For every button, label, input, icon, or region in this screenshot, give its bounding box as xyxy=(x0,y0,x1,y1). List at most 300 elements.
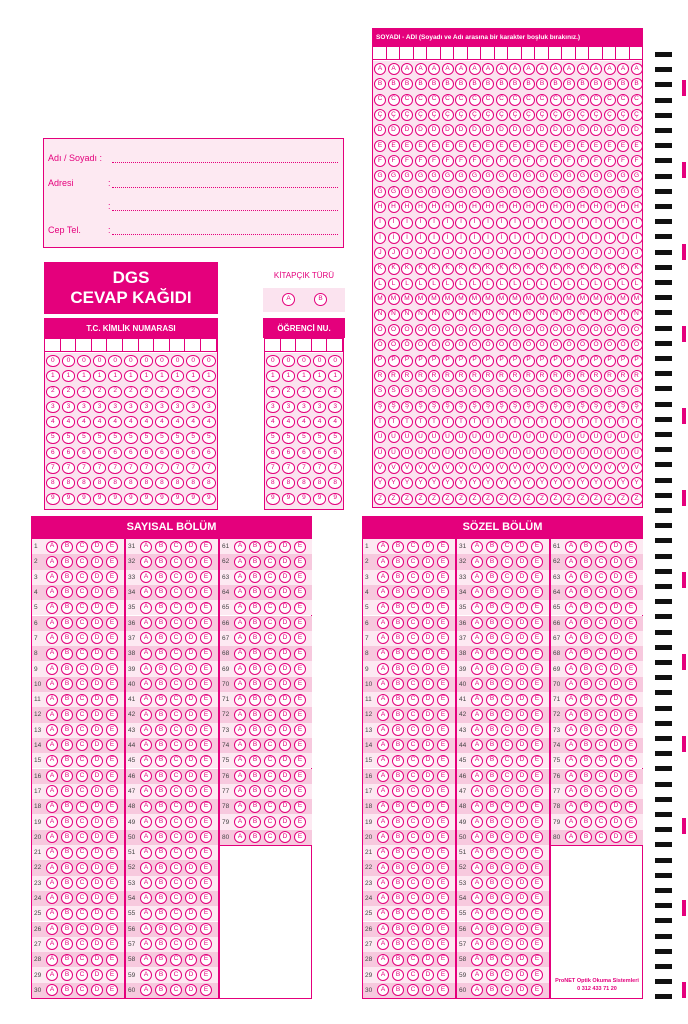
sayisal-option-A[interactable]: A xyxy=(140,617,152,629)
sozel-option-A[interactable]: A xyxy=(471,694,483,706)
sayisal-option-E[interactable]: E xyxy=(294,648,306,660)
name-bubble[interactable]: R xyxy=(509,370,521,382)
sayisal-option-B[interactable]: B xyxy=(249,602,261,614)
sayisal-option-A[interactable]: A xyxy=(140,816,152,828)
sayisal-option-C[interactable]: C xyxy=(76,954,88,966)
sayisal-option-C[interactable]: C xyxy=(264,541,276,553)
sayisal-option-D[interactable]: D xyxy=(185,831,197,843)
sozel-option-B[interactable]: B xyxy=(486,892,498,904)
name-bubble[interactable]: Y xyxy=(455,477,467,489)
student-bubble[interactable]: 5 xyxy=(313,432,327,444)
name-bubble[interactable]: B xyxy=(469,78,481,90)
name-bubble[interactable]: N xyxy=(590,309,602,321)
name-bubble[interactable]: S xyxy=(388,385,400,397)
sayisal-option-D[interactable]: D xyxy=(279,724,291,736)
sozel-option-A[interactable]: A xyxy=(471,923,483,935)
sayisal-option-C[interactable]: C xyxy=(170,831,182,843)
sozel-option-E[interactable]: E xyxy=(531,556,543,568)
sozel-option-D[interactable]: D xyxy=(516,984,528,996)
sayisal-option-E[interactable]: E xyxy=(106,877,118,889)
sozel-option-C[interactable]: C xyxy=(501,632,513,644)
sayisal-option-B[interactable]: B xyxy=(249,586,261,598)
sayisal-option-A[interactable]: A xyxy=(234,586,246,598)
name-bubble[interactable]: C xyxy=(428,94,440,106)
sozel-option-E[interactable]: E xyxy=(437,678,449,690)
sozel-option-E[interactable]: E xyxy=(531,831,543,843)
sayisal-option-D[interactable]: D xyxy=(279,632,291,644)
name-bubble[interactable]: A xyxy=(563,63,575,75)
name-bubble[interactable]: Z xyxy=(415,493,427,505)
student-bubble[interactable]: 4 xyxy=(297,416,311,428)
sozel-option-C[interactable]: C xyxy=(595,571,607,583)
sayisal-option-D[interactable]: D xyxy=(185,617,197,629)
name-bubble[interactable]: V xyxy=(415,462,427,474)
name-bubble[interactable]: Ç xyxy=(604,109,616,121)
name-bubble[interactable]: F xyxy=(401,155,413,167)
sozel-option-A[interactable]: A xyxy=(377,571,389,583)
sozel-option-A[interactable]: A xyxy=(471,862,483,874)
name-bubble[interactable]: H xyxy=(428,201,440,213)
sayisal-option-C[interactable]: C xyxy=(76,877,88,889)
sayisal-option-B[interactable]: B xyxy=(249,678,261,690)
tc-bubble[interactable]: 3 xyxy=(186,401,200,413)
name-bubble[interactable]: K xyxy=(617,263,629,275)
sayisal-option-B[interactable]: B xyxy=(61,770,73,782)
name-bubble[interactable]: Ğ xyxy=(496,186,508,198)
sozel-option-B[interactable]: B xyxy=(486,632,498,644)
name-bubble[interactable]: M xyxy=(469,293,481,305)
sayisal-option-B[interactable]: B xyxy=(155,938,167,950)
sayisal-option-E[interactable]: E xyxy=(294,739,306,751)
student-write-cell[interactable] xyxy=(265,339,281,352)
sozel-option-C[interactable]: C xyxy=(501,556,513,568)
name-bubble[interactable]: V xyxy=(536,462,548,474)
sozel-option-C[interactable]: C xyxy=(501,617,513,629)
name-bubble[interactable]: Ü xyxy=(469,447,481,459)
name-bubble[interactable]: S xyxy=(550,385,562,397)
name-bubble[interactable]: İ xyxy=(428,232,440,244)
sozel-option-A[interactable]: A xyxy=(377,984,389,996)
sayisal-option-A[interactable]: A xyxy=(46,892,58,904)
name-bubble[interactable]: T xyxy=(523,416,535,428)
sozel-option-B[interactable]: B xyxy=(392,785,404,797)
name-bubble[interactable]: D xyxy=(469,124,481,136)
sayisal-option-C[interactable]: C xyxy=(264,816,276,828)
sozel-option-C[interactable]: C xyxy=(595,632,607,644)
sayisal-option-C[interactable]: C xyxy=(76,541,88,553)
sayisal-option-A[interactable]: A xyxy=(234,724,246,736)
sayisal-option-E[interactable]: E xyxy=(106,984,118,996)
sozel-option-B[interactable]: B xyxy=(580,770,592,782)
sayisal-option-E[interactable]: E xyxy=(200,785,212,797)
name-bubble[interactable]: R xyxy=(590,370,602,382)
sozel-option-E[interactable]: E xyxy=(531,862,543,874)
tc-bubble[interactable]: 7 xyxy=(77,462,91,474)
name-bubble[interactable]: T xyxy=(388,416,400,428)
sayisal-option-A[interactable]: A xyxy=(46,801,58,813)
sayisal-option-A[interactable]: A xyxy=(234,739,246,751)
name-bubble[interactable]: C xyxy=(550,94,562,106)
name-bubble[interactable]: D xyxy=(577,124,589,136)
name-bubble[interactable]: K xyxy=(455,263,467,275)
name-bubble[interactable]: L xyxy=(388,278,400,290)
tc-bubble[interactable]: 9 xyxy=(93,493,107,505)
sayisal-option-A[interactable]: A xyxy=(46,816,58,828)
sozel-option-E[interactable]: E xyxy=(531,648,543,660)
name-bubble[interactable]: Y xyxy=(509,477,521,489)
name-bubble[interactable]: Ü xyxy=(523,447,535,459)
tc-bubble[interactable]: 4 xyxy=(171,416,185,428)
name-bubble[interactable]: C xyxy=(496,94,508,106)
sayisal-option-B[interactable]: B xyxy=(155,694,167,706)
name-bubble[interactable]: M xyxy=(455,293,467,305)
student-bubble[interactable]: 7 xyxy=(328,462,342,474)
sozel-option-D[interactable]: D xyxy=(610,571,622,583)
name-bubble[interactable]: O xyxy=(563,324,575,336)
name-bubble[interactable]: I xyxy=(523,217,535,229)
name-bubble[interactable]: F xyxy=(442,155,454,167)
sayisal-option-C[interactable]: C xyxy=(170,556,182,568)
sayisal-option-E[interactable]: E xyxy=(200,816,212,828)
sayisal-option-A[interactable]: A xyxy=(46,984,58,996)
name-bubble[interactable]: R xyxy=(550,370,562,382)
sayisal-option-C[interactable]: C xyxy=(76,709,88,721)
sozel-option-E[interactable]: E xyxy=(531,617,543,629)
sayisal-option-A[interactable]: A xyxy=(234,663,246,675)
sozel-option-B[interactable]: B xyxy=(392,617,404,629)
sayisal-option-D[interactable]: D xyxy=(91,770,103,782)
name-bubble[interactable]: H xyxy=(496,201,508,213)
sozel-option-B[interactable]: B xyxy=(392,739,404,751)
sozel-option-E[interactable]: E xyxy=(437,571,449,583)
sozel-option-A[interactable]: A xyxy=(471,984,483,996)
sozel-option-B[interactable]: B xyxy=(486,770,498,782)
sozel-option-D[interactable]: D xyxy=(422,847,434,859)
name-bubble[interactable]: Ş xyxy=(577,401,589,413)
name-bubble[interactable]: A xyxy=(604,63,616,75)
name-bubble[interactable]: B xyxy=(401,78,413,90)
name-bubble[interactable]: F xyxy=(482,155,494,167)
name-bubble[interactable]: A xyxy=(469,63,481,75)
tc-bubble[interactable]: 6 xyxy=(186,447,200,459)
sayisal-option-B[interactable]: B xyxy=(155,892,167,904)
sozel-option-D[interactable]: D xyxy=(610,785,622,797)
sayisal-option-C[interactable]: C xyxy=(264,617,276,629)
sayisal-option-C[interactable]: C xyxy=(170,663,182,675)
sozel-option-C[interactable]: C xyxy=(501,694,513,706)
sozel-option-E[interactable]: E xyxy=(437,663,449,675)
sozel-option-E[interactable]: E xyxy=(437,908,449,920)
sayisal-option-A[interactable]: A xyxy=(140,847,152,859)
name-bubble[interactable]: O xyxy=(523,324,535,336)
name-bubble[interactable]: Z xyxy=(563,493,575,505)
sayisal-option-D[interactable]: D xyxy=(279,770,291,782)
sayisal-option-C[interactable]: C xyxy=(264,556,276,568)
tc-bubble[interactable]: 8 xyxy=(124,477,138,489)
name-bubble[interactable]: Z xyxy=(617,493,629,505)
student-bubble[interactable]: 6 xyxy=(282,447,296,459)
sayisal-option-C[interactable]: C xyxy=(76,770,88,782)
name-bubble[interactable]: J xyxy=(442,247,454,259)
sozel-option-A[interactable]: A xyxy=(471,969,483,981)
sozel-option-A[interactable]: A xyxy=(471,709,483,721)
sayisal-option-B[interactable]: B xyxy=(155,755,167,767)
name-bubble[interactable]: V xyxy=(428,462,440,474)
name-bubble[interactable]: G xyxy=(523,170,535,182)
sozel-option-E[interactable]: E xyxy=(531,892,543,904)
sayisal-option-E[interactable]: E xyxy=(294,556,306,568)
sozel-option-A[interactable]: A xyxy=(377,908,389,920)
sozel-option-E[interactable]: E xyxy=(531,984,543,996)
sozel-option-E[interactable]: E xyxy=(437,969,449,981)
name-bubble[interactable]: P xyxy=(631,355,643,367)
sozel-option-A[interactable]: A xyxy=(377,770,389,782)
sozel-option-B[interactable]: B xyxy=(580,724,592,736)
name-bubble[interactable]: Ç xyxy=(617,109,629,121)
name-bubble[interactable]: Y xyxy=(496,477,508,489)
name-bubble[interactable]: Ş xyxy=(455,401,467,413)
name-bubble[interactable]: T xyxy=(631,416,643,428)
sozel-option-B[interactable]: B xyxy=(392,862,404,874)
name-write-cell[interactable] xyxy=(508,47,522,60)
student-bubble[interactable]: 8 xyxy=(297,477,311,489)
name-bubble[interactable]: T xyxy=(509,416,521,428)
name-bubble[interactable]: V xyxy=(617,462,629,474)
sozel-option-D[interactable]: D xyxy=(516,847,528,859)
sayisal-option-C[interactable]: C xyxy=(264,602,276,614)
student-bubble[interactable]: 3 xyxy=(266,401,280,413)
name-bubble[interactable]: G xyxy=(482,170,494,182)
tc-bubble[interactable]: 5 xyxy=(62,432,76,444)
sayisal-option-C[interactable]: C xyxy=(76,984,88,996)
sozel-option-C[interactable]: C xyxy=(501,938,513,950)
name-bubble[interactable]: V xyxy=(631,462,643,474)
name-bubble[interactable]: P xyxy=(401,355,413,367)
name-bubble[interactable]: N xyxy=(374,309,386,321)
tc-bubble[interactable]: 1 xyxy=(77,370,91,382)
sayisal-option-D[interactable]: D xyxy=(91,862,103,874)
name-bubble[interactable]: B xyxy=(617,78,629,90)
tc-bubble[interactable]: 7 xyxy=(140,462,154,474)
sozel-option-C[interactable]: C xyxy=(407,770,419,782)
sayisal-option-C[interactable]: C xyxy=(170,892,182,904)
sozel-option-A[interactable]: A xyxy=(377,632,389,644)
name-bubble[interactable]: S xyxy=(496,385,508,397)
name-bubble[interactable]: G xyxy=(550,170,562,182)
student-bubble[interactable]: 2 xyxy=(313,386,327,398)
tc-bubble[interactable]: 3 xyxy=(124,401,138,413)
name-bubble[interactable]: K xyxy=(415,263,427,275)
sozel-option-E[interactable]: E xyxy=(437,984,449,996)
tc-bubble[interactable]: 7 xyxy=(186,462,200,474)
name-bubble[interactable]: B xyxy=(482,78,494,90)
name-write-cell[interactable] xyxy=(454,47,468,60)
sayisal-option-D[interactable]: D xyxy=(279,739,291,751)
name-bubble[interactable]: Y xyxy=(536,477,548,489)
name-line[interactable] xyxy=(112,162,338,163)
sayisal-option-E[interactable]: E xyxy=(294,571,306,583)
tc-write-cell[interactable] xyxy=(154,339,170,352)
sayisal-option-D[interactable]: D xyxy=(185,908,197,920)
sozel-option-B[interactable]: B xyxy=(486,694,498,706)
sozel-option-D[interactable]: D xyxy=(610,816,622,828)
name-bubble[interactable]: M xyxy=(604,293,616,305)
name-bubble[interactable]: Ö xyxy=(482,339,494,351)
sozel-option-C[interactable]: C xyxy=(501,908,513,920)
student-bubble[interactable]: 9 xyxy=(328,493,342,505)
name-bubble[interactable]: V xyxy=(550,462,562,474)
sayisal-option-C[interactable]: C xyxy=(76,862,88,874)
sozel-option-E[interactable]: E xyxy=(531,678,543,690)
name-bubble[interactable]: G xyxy=(590,170,602,182)
name-bubble[interactable]: D xyxy=(455,124,467,136)
name-bubble[interactable]: L xyxy=(469,278,481,290)
sozel-option-C[interactable]: C xyxy=(501,586,513,598)
name-bubble[interactable]: Ö xyxy=(631,339,643,351)
name-bubble[interactable]: Ş xyxy=(401,401,413,413)
student-bubble[interactable]: 9 xyxy=(282,493,296,505)
name-bubble[interactable]: K xyxy=(374,263,386,275)
name-bubble[interactable]: F xyxy=(428,155,440,167)
name-bubble[interactable]: Ç xyxy=(442,109,454,121)
sozel-option-A[interactable]: A xyxy=(377,831,389,843)
sozel-option-C[interactable]: C xyxy=(501,801,513,813)
sozel-option-E[interactable]: E xyxy=(531,602,543,614)
sayisal-option-A[interactable]: A xyxy=(140,724,152,736)
sayisal-option-E[interactable]: E xyxy=(294,617,306,629)
sayisal-option-C[interactable]: C xyxy=(170,816,182,828)
name-bubble[interactable]: Ö xyxy=(401,339,413,351)
sayisal-option-A[interactable]: A xyxy=(46,954,58,966)
name-bubble[interactable]: F xyxy=(374,155,386,167)
sayisal-option-E[interactable]: E xyxy=(106,923,118,935)
name-bubble[interactable]: J xyxy=(415,247,427,259)
sayisal-option-B[interactable]: B xyxy=(155,586,167,598)
sozel-option-B[interactable]: B xyxy=(580,831,592,843)
sayisal-option-D[interactable]: D xyxy=(91,847,103,859)
sozel-option-A[interactable]: A xyxy=(471,571,483,583)
sozel-option-C[interactable]: C xyxy=(595,617,607,629)
tc-bubble[interactable]: 3 xyxy=(77,401,91,413)
sayisal-option-B[interactable]: B xyxy=(61,663,73,675)
sozel-option-E[interactable]: E xyxy=(625,678,637,690)
name-bubble[interactable]: U xyxy=(631,431,643,443)
name-write-cell[interactable] xyxy=(549,47,563,60)
sozel-option-A[interactable]: A xyxy=(471,617,483,629)
sozel-option-C[interactable]: C xyxy=(407,709,419,721)
sayisal-option-D[interactable]: D xyxy=(185,801,197,813)
sozel-option-A[interactable]: A xyxy=(471,816,483,828)
name-bubble[interactable]: I xyxy=(496,217,508,229)
student-bubble[interactable]: 8 xyxy=(313,477,327,489)
name-bubble[interactable]: C xyxy=(604,94,616,106)
name-bubble[interactable]: I xyxy=(442,217,454,229)
sozel-option-B[interactable]: B xyxy=(486,709,498,721)
name-bubble[interactable]: İ xyxy=(415,232,427,244)
name-bubble[interactable]: U xyxy=(563,431,575,443)
tc-bubble[interactable]: 8 xyxy=(93,477,107,489)
name-bubble[interactable]: H xyxy=(469,201,481,213)
name-bubble[interactable]: Y xyxy=(388,477,400,489)
name-bubble[interactable]: Ç xyxy=(415,109,427,121)
tc-bubble[interactable]: 4 xyxy=(46,416,60,428)
sayisal-option-E[interactable]: E xyxy=(200,663,212,675)
sozel-option-D[interactable]: D xyxy=(422,923,434,935)
name-bubble[interactable]: I xyxy=(577,217,589,229)
name-bubble[interactable]: M xyxy=(374,293,386,305)
name-bubble[interactable]: R xyxy=(482,370,494,382)
name-bubble[interactable]: N xyxy=(469,309,481,321)
sozel-option-B[interactable]: B xyxy=(580,632,592,644)
sozel-option-C[interactable]: C xyxy=(501,862,513,874)
sozel-option-C[interactable]: C xyxy=(595,586,607,598)
sozel-option-D[interactable]: D xyxy=(516,877,528,889)
sozel-option-E[interactable]: E xyxy=(531,541,543,553)
sayisal-option-A[interactable]: A xyxy=(46,678,58,690)
sozel-option-A[interactable]: A xyxy=(565,694,577,706)
sayisal-option-B[interactable]: B xyxy=(61,816,73,828)
sozel-option-D[interactable]: D xyxy=(422,954,434,966)
name-bubble[interactable]: Ş xyxy=(442,401,454,413)
name-bubble[interactable]: H xyxy=(631,201,643,213)
sozel-option-A[interactable]: A xyxy=(471,770,483,782)
sozel-option-C[interactable]: C xyxy=(407,586,419,598)
name-bubble[interactable]: G xyxy=(455,170,467,182)
sozel-option-C[interactable]: C xyxy=(407,724,419,736)
sozel-option-B[interactable]: B xyxy=(486,755,498,767)
name-bubble[interactable]: K xyxy=(536,263,548,275)
name-bubble[interactable]: S xyxy=(374,385,386,397)
sayisal-option-D[interactable]: D xyxy=(185,923,197,935)
sayisal-option-D[interactable]: D xyxy=(279,602,291,614)
name-bubble[interactable]: İ xyxy=(617,232,629,244)
name-bubble[interactable]: R xyxy=(374,370,386,382)
sayisal-option-B[interactable]: B xyxy=(155,739,167,751)
name-bubble[interactable]: D xyxy=(536,124,548,136)
name-bubble[interactable]: V xyxy=(401,462,413,474)
sozel-option-E[interactable]: E xyxy=(625,831,637,843)
name-bubble[interactable]: N xyxy=(388,309,400,321)
sozel-option-C[interactable]: C xyxy=(501,602,513,614)
sayisal-option-B[interactable]: B xyxy=(61,617,73,629)
sayisal-option-D[interactable]: D xyxy=(185,938,197,950)
tc-bubble[interactable]: 1 xyxy=(62,370,76,382)
sozel-option-E[interactable]: E xyxy=(437,556,449,568)
sozel-option-C[interactable]: C xyxy=(407,739,419,751)
student-bubble[interactable]: 7 xyxy=(266,462,280,474)
student-bubble[interactable]: 1 xyxy=(313,370,327,382)
sayisal-option-E[interactable]: E xyxy=(106,632,118,644)
sozel-option-E[interactable]: E xyxy=(437,938,449,950)
name-bubble[interactable]: Ç xyxy=(577,109,589,121)
sozel-option-A[interactable]: A xyxy=(471,954,483,966)
sayisal-option-A[interactable]: A xyxy=(140,877,152,889)
tc-bubble[interactable]: 5 xyxy=(108,432,122,444)
sozel-option-C[interactable]: C xyxy=(501,709,513,721)
sozel-option-C[interactable]: C xyxy=(407,801,419,813)
sozel-option-D[interactable]: D xyxy=(610,632,622,644)
sozel-option-D[interactable]: D xyxy=(610,678,622,690)
name-bubble[interactable]: S xyxy=(536,385,548,397)
sozel-option-B[interactable]: B xyxy=(580,556,592,568)
name-bubble[interactable]: B xyxy=(455,78,467,90)
sayisal-option-E[interactable]: E xyxy=(106,816,118,828)
sayisal-option-B[interactable]: B xyxy=(61,908,73,920)
tc-bubble[interactable]: 0 xyxy=(124,355,138,367)
name-bubble[interactable]: J xyxy=(469,247,481,259)
name-bubble[interactable]: Ü xyxy=(631,447,643,459)
sayisal-option-E[interactable]: E xyxy=(200,678,212,690)
